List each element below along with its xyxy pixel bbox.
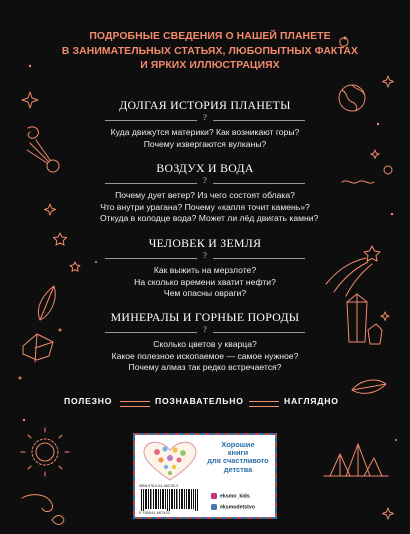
- section-divider: [105, 176, 305, 186]
- section-title: ЧЕЛОВЕК И ЗЕМЛЯ: [148, 236, 262, 250]
- social-label: eksmodetstvo: [220, 504, 255, 511]
- intro-text: [60, 30, 360, 74]
- question-mark: ?: [200, 251, 210, 260]
- crystal-icon: [347, 294, 382, 344]
- shooting-star-icon: [326, 246, 380, 296]
- instagram-icon: [211, 493, 217, 499]
- sparkle-icon: [45, 204, 56, 215]
- social-handle-instagram: [211, 493, 250, 499]
- star-icon: [70, 262, 80, 271]
- section-minerals: [100, 310, 310, 374]
- barcode-number: 9 785041 667403: [139, 511, 170, 515]
- sparkle-icon: [22, 92, 38, 108]
- meteor-icon: [27, 140, 59, 172]
- leaf-icon: [38, 286, 55, 320]
- leaf-icon: [352, 380, 386, 393]
- social-handle-vk: [211, 504, 255, 510]
- section-line: Что внутри урагана? Почему «капля точит камень»?: [100, 201, 310, 212]
- sparkle-icon: [383, 508, 394, 519]
- sun-icon: [21, 428, 69, 476]
- intro-line: В ЗАНИМАТЕЛЬНЫХ СТАТЬЯХ, ЛЮБОПЫТНЫХ ФАКТАХ: [61, 45, 359, 57]
- section-line: Чем опасны овраги?: [163, 288, 247, 299]
- crystal-icon: [19, 329, 61, 379]
- sparkle-icon: [383, 76, 394, 87]
- section-title: ВОЗДУХ И ВОДА: [156, 161, 254, 175]
- star-icon: [54, 233, 67, 245]
- vk-icon: [211, 504, 217, 510]
- sparkle-icon: [371, 150, 379, 158]
- social-label: eksmo_kids: [220, 493, 250, 500]
- slogan-line: для счастливого: [207, 456, 269, 466]
- question-mark: ?: [200, 176, 210, 185]
- intro-line: И ЯРКИХ ИЛЛЮСТРАЦИЯХ: [140, 60, 280, 72]
- dash-divider: [120, 401, 150, 407]
- heart-logo-icon: [139, 438, 201, 483]
- question-mark: ?: [200, 325, 210, 334]
- barcode-icon: [139, 489, 201, 511]
- wave-icon: [342, 166, 392, 183]
- section-line: Сколько цветов у кварца?: [153, 339, 257, 349]
- slogan-text: [205, 441, 271, 474]
- spiral-icon: [28, 127, 38, 138]
- section-line: Как выжить на мерзлоте?: [153, 265, 257, 275]
- slogan-line: детства: [223, 464, 253, 474]
- publisher-sticker: [133, 433, 277, 519]
- section-line: Почему алмаз так редко встречается?: [128, 362, 282, 373]
- dash-divider: [249, 401, 279, 407]
- section-title: МИНЕРАЛЫ И ГОРНЫЕ ПОРОДЫ: [110, 310, 300, 324]
- flower-icon: [52, 516, 64, 525]
- intro-line: ПОДРОБНЫЕ СВЕДЕНИЯ О НАШЕЙ ПЛАНЕТЕ: [89, 31, 331, 42]
- bottom-word: ПОЗНАВАТЕЛЬНО: [155, 396, 244, 406]
- bottom-word: ПОЛЕЗНО: [64, 396, 113, 406]
- section-planet-history: [100, 98, 310, 150]
- slogan-line: Хорошие: [221, 440, 255, 449]
- question-mark: ?: [200, 113, 210, 122]
- swirl-icon: [22, 495, 53, 512]
- section-line: Куда движутся материки? Как возникают горы?: [110, 127, 300, 137]
- section-line: Откуда в колодце вода? Может ли лёд двигать камни?: [100, 213, 319, 224]
- isbn-text: ISBN 978-5-04-166740-3: [139, 484, 179, 488]
- section-line: На сколько времени хватит нефти?: [134, 276, 276, 287]
- crystal-cluster-icon: [324, 444, 388, 476]
- globe-icon: [339, 85, 365, 111]
- sparkle-icon: [381, 312, 389, 320]
- section-line: Какое полезное ископаемое — самое нужное?: [111, 350, 299, 361]
- section-divider: [105, 325, 305, 335]
- section-air-water: [100, 161, 319, 225]
- section-title: ДОЛГАЯ ИСТОРИЯ ПЛАНЕТЫ: [119, 98, 291, 112]
- section-line: Почему извергаются вулканы?: [143, 138, 267, 149]
- bottom-word: НАГЛЯДНО: [284, 396, 339, 406]
- section-divider: [105, 251, 305, 261]
- section-man-earth: [100, 236, 310, 300]
- slogan-line: книги: [227, 448, 249, 458]
- section-line: Почему дует ветер? Из чего состоят облака?: [115, 190, 295, 200]
- section-divider: [105, 113, 305, 123]
- bottom-slogan: [64, 396, 346, 412]
